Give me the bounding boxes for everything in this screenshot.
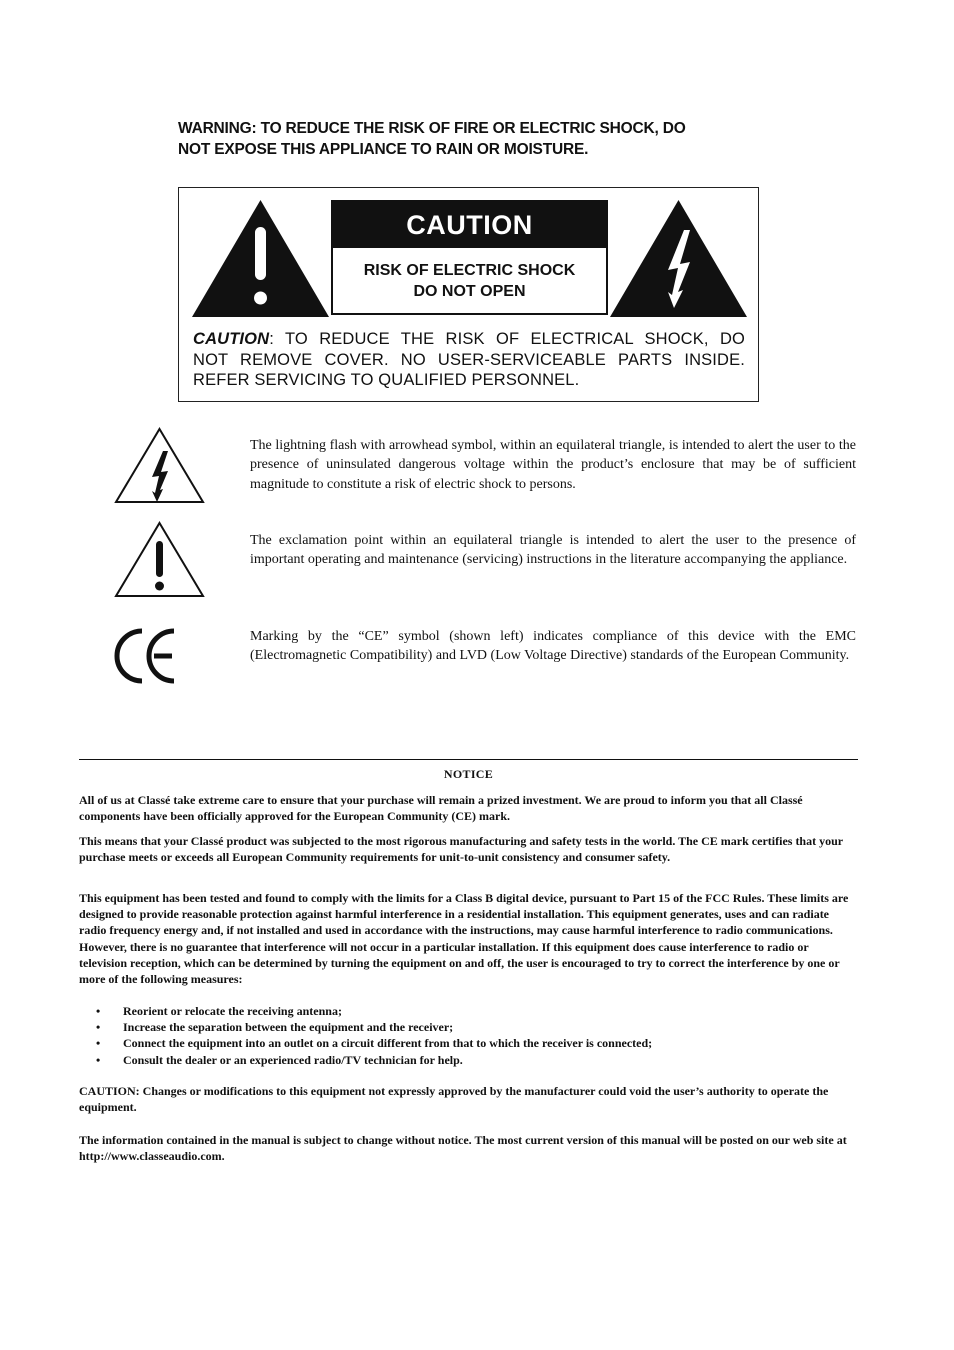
notice-paragraph-3: This equipment has been tested and found to comply with the limits for a Class B digital device, pursuant to Part 15 of the FCC Rules. These limits are designed to provide reasonable protection against harmful interference in a residential installation. This equipment generates, uses and can radiate radio frequency energy and, if not installed and used in accordance with the instructions, may cause harmful interference to radio communications. However, there is no guarantee that interference will not occur in a particular installation. If this equipment does cause interference to radio or television reception, which can be determined by turning the equipment on and off, the user is encouraged to try to correct the interference by one or more of the following measures: [79, 891, 849, 987]
notice-paragraph-1: All of us at Classé take extreme care to ensure that your purchase will remain a prized investment. We are proud to inform you that all Classé components have been officially approved for the European Community (CE) mark. [79, 793, 803, 824]
list-item [96, 1052, 856, 1068]
bullet-icon: • [96, 1036, 101, 1051]
caution-text [193, 329, 745, 391]
list-item [96, 1003, 856, 1019]
list-item-text: Reorient or relocate the receiving antenna; [123, 1004, 342, 1018]
caution-heading: CAUTION [333, 202, 606, 248]
list-item [96, 1019, 856, 1035]
bullet-icon: • [96, 1052, 101, 1067]
bullet-icon: • [96, 1020, 101, 1035]
lightning-triangle-icon [114, 427, 205, 504]
notice-title: NOTICE [443, 767, 494, 781]
notice-paragraph-2: This means that your Classé product was subjected to the most rigorous manufacturing and safety tests in the world. The CE mark certifies that your purchase meets or exceeds all European Community requirements for unit-to-unit consistency and consumer safety. [79, 834, 843, 865]
notice-divider [79, 759, 858, 760]
notice-caution: CAUTION: Changes or modifications to this equipment not expressly approved by the manufacturer could void the user’s authority to operate the equipment. [79, 1084, 829, 1115]
list-item [96, 1035, 856, 1051]
caution-sub-line-2: DO NOT OPEN [413, 283, 526, 300]
list-item-text: Consult the dealer or an experienced radio/TV technician for help. [123, 1052, 463, 1067]
caution-box [178, 187, 759, 402]
warning-line-1: WARNING: TO REDUCE THE RISK OF FIRE OR ELECTRIC SHOCK, DO [178, 120, 686, 137]
list-item-text: Increase the separation between the equipment and the receiver; [123, 1020, 454, 1035]
ce-symbol-description: Marking by the “CE” symbol (shown left) indicates compliance of this device with the EMC (Electromagnetic Compatibility) and LVD (Low Voltage Directive) standards of the European Community. [250, 629, 856, 664]
caution-text-line-1 [193, 329, 745, 350]
lightning-triangle-icon [610, 200, 747, 317]
caution-text-line-1-body: TO REDUCE THE RISK OF ELECTRICAL SHOCK, DO [273, 330, 745, 348]
ce-mark-icon [114, 628, 180, 684]
caution-text-colon: : [269, 330, 274, 348]
notice-information: The information contained in the manual is subject to change without notice. The most current version of this manual will be posted on our web site at http://www.classeaudio.com. [79, 1133, 847, 1164]
caution-text-line-2: NOT REMOVE COVER. NO USER-SERVICEABLE PARTS INSIDE. [193, 350, 745, 369]
exclamation-triangle-icon [192, 200, 329, 317]
caution-text-line-3: REFER SERVICING TO QUALIFIED PERSONNEL. [193, 371, 580, 389]
list-item-text: Connect the equipment into an outlet on a circuit different from that to which the receiver is connected; [123, 1036, 653, 1051]
measures-list [96, 1003, 856, 1068]
bullet-icon: • [96, 1004, 101, 1018]
warning-heading [178, 118, 778, 160]
lightning-symbol-description: The lightning flash with arrowhead symbol, within an equilateral triangle, is intended to alert the user to the presence of uninsulated dangerous voltage within the product’s enclosure that may be of sufficient magnitude to constitute a risk of electric shock to persons. [250, 438, 856, 492]
warning-line-2: NOT EXPOSE THIS APPLIANCE TO RAIN OR MOISTURE. [178, 141, 589, 158]
caution-subheading [333, 248, 606, 302]
caution-text-label: CAUTION [193, 330, 270, 348]
exclamation-symbol-description: The exclamation point within an equilateral triangle is intended to alert the user to the presence of important operating and maintenance (servicing) instructions in the literature accompanying the appliance. [250, 533, 856, 568]
exclamation-triangle-icon [114, 521, 205, 598]
caution-sub-line-1: RISK OF ELECTRIC SHOCK [363, 262, 576, 279]
caution-label [331, 200, 608, 315]
